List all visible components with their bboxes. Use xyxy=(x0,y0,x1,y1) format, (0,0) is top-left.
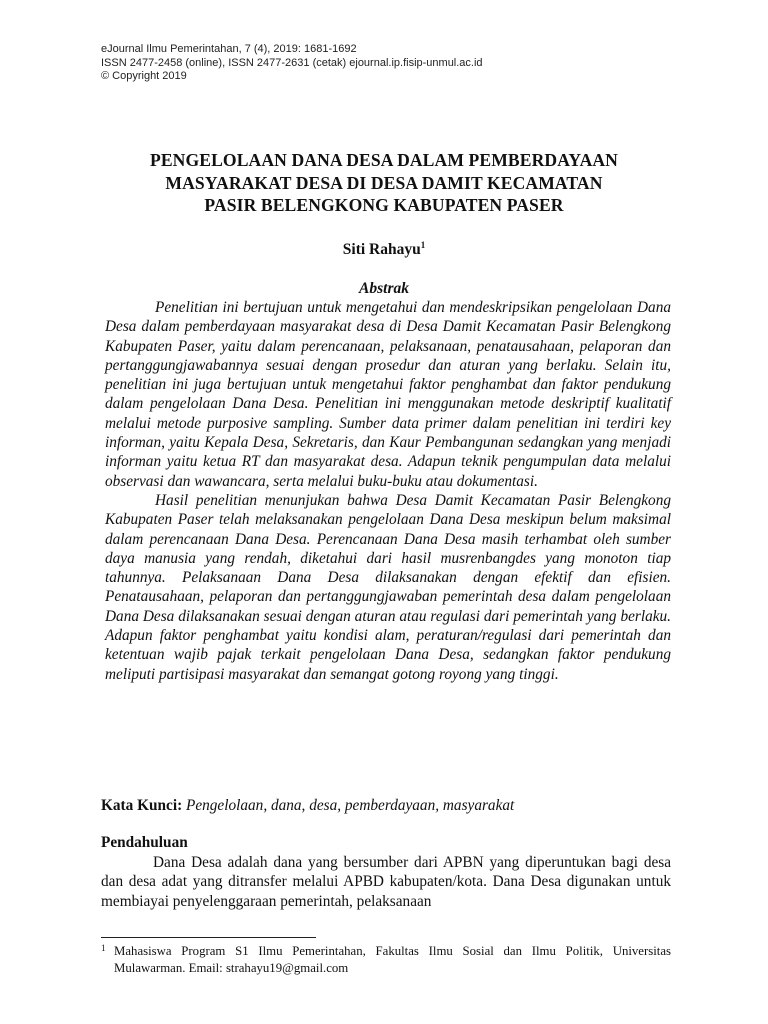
journal-copyright: © Copyright 2019 xyxy=(101,70,187,82)
paper-title-line: MASYARAKAT DESA DI DESA DAMIT KECAMATAN xyxy=(165,172,603,193)
footnote-mark: 1 xyxy=(101,943,106,953)
author-footnote-mark: 1 xyxy=(420,240,426,250)
journal-citation: eJournal Ilmu Pemerintahan, 7 (4), 2019: 1681-1692 xyxy=(101,43,357,55)
introduction-body xyxy=(101,853,671,911)
footnote-divider xyxy=(101,937,316,938)
footnote xyxy=(101,943,671,976)
journal-header xyxy=(101,43,661,84)
abstract-paragraph: Penelitian ini bertujuan untuk mengetahui dan mendeskripsikan pengelolaan Dana Desa dalam pemberdayaan masyarakat desa di Desa Damit Kecamatan Pasir Belengkong Kabupaten Paser, yaitu dalam perencanaan, pelaksanaan, penatausahaan, pelaporan dan pertanggungjawabannya sesuai dengan prosedur dan aturan yang berlaku. Selain itu, penelitian ini juga bertujuan untuk mengetahui faktor penghambat dan faktor pendukung dalam pengelolaan Dana Desa. Penelitian ini menggunakan metode deskriptif kualitatif melalui metode purposive sampling. Sumber data primer dalam penelitian ini terdiri key informan, yaitu Kepala Desa, Sekretaris, dan Kaur Pembangunan sedangkan yang menjadi informan yaitu ketua RT dan masyarakat desa. Adapun teknik pengumpulan data melalui observasi dan wawancara, serta melalui buku-buku atau dokumentasi. xyxy=(105,299,671,490)
paper-title-line: PENGELOLAAN DANA DESA DALAM PEMBERDAYAAN xyxy=(149,150,618,170)
paper-title-line: PASIR BELENGKONG KABUPATEN PASER xyxy=(204,195,564,215)
introduction-paragraph: Dana Desa adalah dana yang bersumber dari APBN yang diperuntukan bagi desa dan desa adat yang ditransfer melalui APBD kabupaten/kota. Dana Desa digunakan untuk membiayai penyelenggaraan pemerintah, pelaksanaan xyxy=(101,854,671,910)
keywords-label: Kata Kunci: xyxy=(101,797,183,814)
abstract-paragraph: Hasil penelitian menunjukan bahwa Desa Damit Kecamatan Pasir Belengkong Kabupaten Paser telah melaksanakan pengelolaan Dana Desa meskipun belum maksimal dalam perencanaan Dana Desa. Perencanaan Dana Desa masih terhambat oleh sumber daya manusia yang rendah, diketahui dari hasil musrenbangdes yang monoton tiap tahunnya. Pelaksanaan Dana Desa dilaksanakan dengan efektif dan efisien. Penatausahaan, pelaporan dan pertanggungjawaban pemerintah desa dalam pengelolaan Dana Desa dilaksanakan sesuai dengan aturan atau regulasi dari pemerintah yang berlaku. Adapun faktor penghambat yaitu kondisi alam, peraturan/regulasi dari pemerintah dan ketentuan wajib pajak terkait pengelolaan Dana Desa, sedangkan faktor pendukung meliputi partisipasi masyarakat dan semangat gotong royong yang tinggi. xyxy=(105,491,671,683)
section-heading-introduction: Pendahuluan xyxy=(101,834,188,851)
paper-title xyxy=(80,149,688,217)
keywords-text: Pengelolaan, dana, desa, pemberdayaan, masyarakat xyxy=(186,797,515,814)
author-line xyxy=(0,241,768,259)
abstract-heading: Abstrak xyxy=(359,280,409,297)
keywords-line xyxy=(101,796,681,815)
journal-issn: ISSN 2477-2458 (online), ISSN 2477-2631 (cetak) ejournal.ip.fisip-unmul.ac.id xyxy=(101,56,483,69)
author-name: Siti Rahayu xyxy=(342,241,421,258)
abstract-body xyxy=(105,298,671,684)
footnote-text: Mahasiswa Program S1 Ilmu Pemerintahan, Fakultas Ilmu Sosial dan Ilmu Politik, Universitas Mulawarman. Email: strahayu19@gmail.com xyxy=(114,944,671,975)
